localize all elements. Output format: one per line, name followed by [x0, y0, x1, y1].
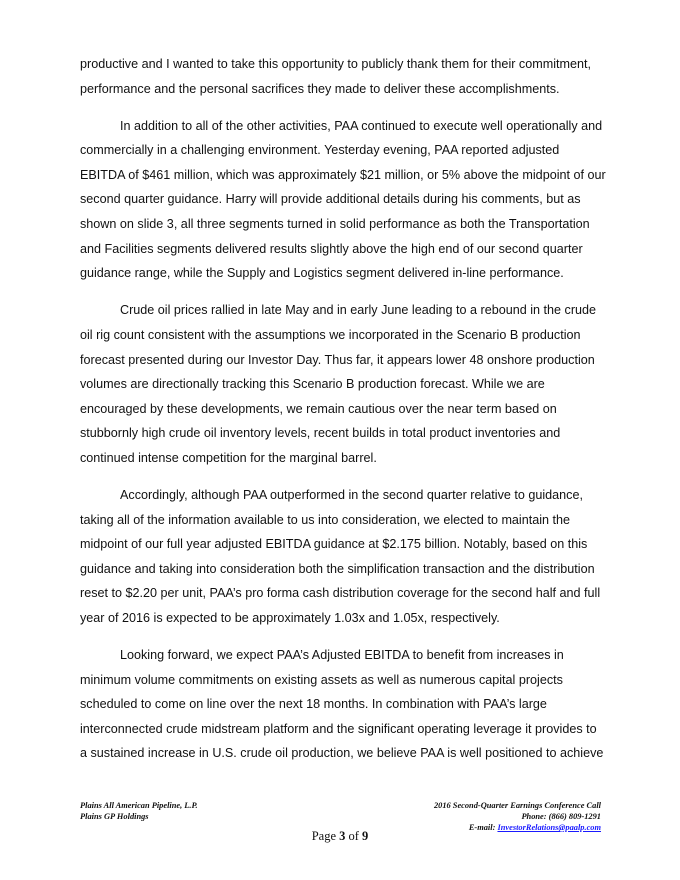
page-number-total: 9	[362, 829, 369, 843]
footer-event: 2016 Second-Quarter Earnings Conference Call	[433, 801, 601, 810]
footer-phone: Phone: (866) 809-1291	[521, 812, 601, 821]
paragraph-3: Crude oil prices rallied in late May and in early June leading to a rebound in the crude oil rig count consistent with the assumptions we incorporated in the Scenario B production forecast presented during our Investor Day. Thus far, it appears lower 48 onshore production volumes are directionally tracking this Scenario B production forecast. While we are encouraged by these developments, we remain cautious over the near term based on stubbornly high crude oil inventory levels, recent builds in total product inventories and continued intense competition for the marginal barrel.	[80, 303, 597, 465]
paragraph-4: Accordingly, although PAA outperformed in the second quarter relative to guidance, taking all of the information available to us into consideration, we elected to maintain the midpoint of our full year adjusted EBITDA guidance at $2.175 billion. Notably, based on this guidance and taking into consideration both the simplification transaction and the distribution reset to $2.20 per unit, PAA’s pro forma cash distribution coverage for the second half and full year of 2016 is expected to be approximately 1.03x and 1.05x, respectively.	[80, 488, 601, 625]
page-number-current: 3	[339, 829, 346, 843]
body-text	[80, 52, 606, 779]
footer-company-line2: Plains GP Holdings	[80, 812, 149, 821]
paragraph-5: Looking forward, we expect PAA’s Adjusted EBITDA to benefit from increases in minimum volume commitments on existing assets as well as numerous capital projects scheduled to come on line over the next 18 months. In combination with PAA’s large interconnected crude midstream platform and the significant operating leverage it provides to a sustained increase in U.S. crude oil production, we believe PAA is well positioned to achieve	[80, 648, 604, 761]
page-number-separator: of	[345, 829, 363, 843]
footer-company-line1: Plains All American Pipeline, L.P.	[80, 801, 198, 810]
paragraph-2: In addition to all of the other activities, PAA continued to execute well operationally and commercially in a challenging environment. Yesterday evening, PAA reported adjusted EBITDA of $461 million, which was approximately $21 million, or 5% above the midpoint of our second quarter guidance. Harry will provide additional details during his comments, but as shown on slide 3, all three segments turned in solid performance as both the Transportation and Facilities segments delivered results slightly above the high end of our second quarter guidance range, while the Supply and Logistics segment delivered in-line performance.	[80, 118, 606, 281]
footer-email-label: E-mail:	[468, 823, 498, 832]
page-number-prefix: Page	[311, 829, 340, 843]
page-number	[0, 829, 680, 844]
footer-company	[80, 800, 198, 822]
footer-email-link[interactable]: InvestorRelations@paalp.com	[497, 823, 601, 832]
paragraph-1: productive and I wanted to take this opportunity to publicly thank them for their commitment, performance and the personal sacrifices they made to deliver these accomplishments.	[80, 57, 592, 96]
